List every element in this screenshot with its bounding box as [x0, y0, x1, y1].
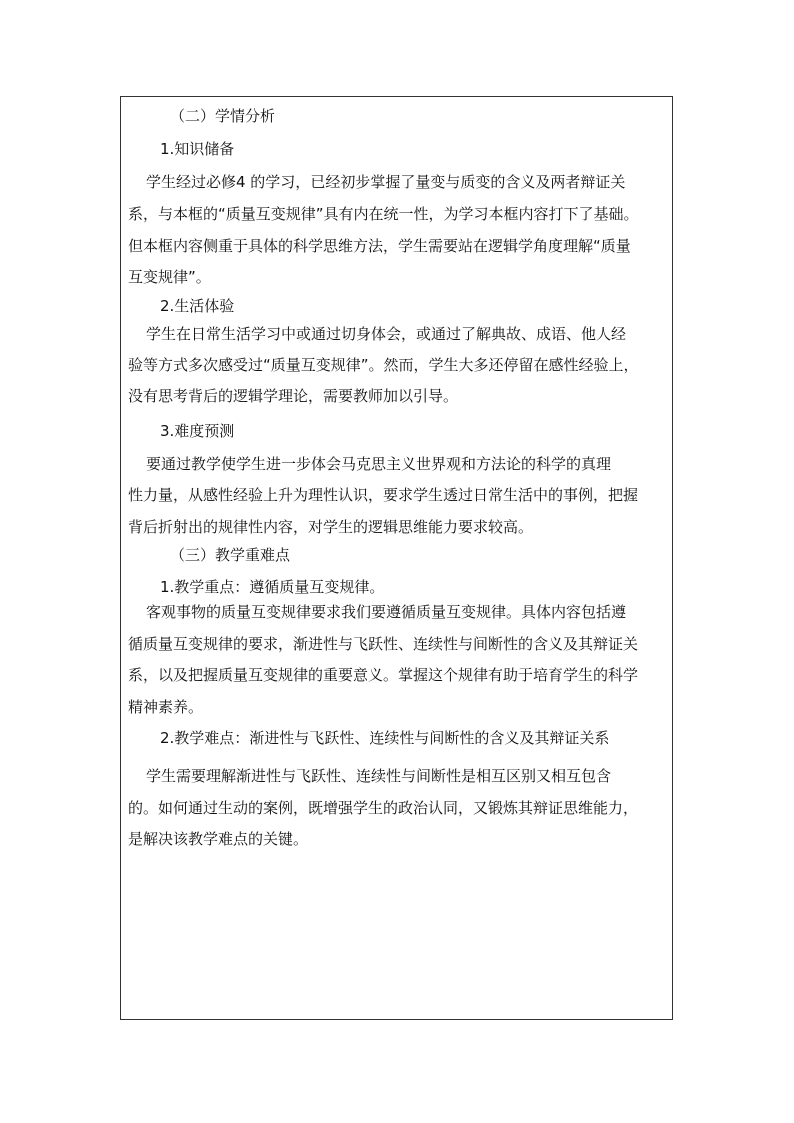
section-heading-learning-analysis: （二）学情分析 [170, 107, 276, 125]
paragraph-line: 系，以及把握质量互变规律的重要意义。掌握这个规律有助于培育学生的科学 [128, 666, 639, 684]
paragraph-line: 要通过教学使学生进一步体会马克思主义世界观和方法论的科学的真理 [146, 455, 612, 473]
subheading-difficulty: 3.难度预测 [160, 422, 235, 440]
paragraph-line: 验等方式多次感受过“质量互变规律”。然而，学生大多还停留在感性经验上， [128, 356, 639, 374]
paragraph-line: 是解决该教学难点的关键。 [128, 830, 309, 848]
section-heading-key-points: （三）教学重难点 [170, 546, 291, 564]
subheading-difficult-point: 2.教学难点：渐进性与飞跃性、连续性与间断性的含义及其辩证关系 [160, 729, 610, 747]
subheading-key-point: 1.教学重点：遵循质量互变规律。 [160, 578, 385, 596]
subheading-knowledge: 1.知识储备 [160, 140, 235, 158]
paragraph-line: 客观事物的质量互变规律要求我们要遵循质量互变规律。具体内容包括遵 [146, 603, 627, 621]
paragraph-line: 系，与本框的“质量互变规律”具有内在统一性，为学习本框内容打下了基础。 [128, 205, 639, 223]
paragraph-line: 精神素养。 [128, 698, 204, 716]
paragraph-line: 没有思考背后的逻辑学理论，需要教师加以引导。 [128, 387, 459, 405]
paragraph-line: 学生需要理解渐进性与飞跃性、连续性与间断性是相互区别又相互包含 [146, 767, 612, 785]
paragraph-line: 背后折射出的规律性内容，对学生的逻辑思维能力要求较高。 [128, 518, 534, 536]
paragraph-line: 学生在日常生活学习中或通过切身体会，或通过了解典故、成语、他人经 [146, 325, 627, 343]
paragraph-line: 学生经过必修4 的学习，已经初步掌握了量变与质变的含义及两者辩证关 [146, 173, 626, 191]
subheading-life-experience: 2.生活体验 [160, 297, 235, 315]
paragraph-line: 的。如何通过生动的案例，既增强学生的政治认同，又锻炼其辩证思维能力， [128, 799, 639, 817]
paragraph-line: 性力量，从感性经验上升为理性认识，要求学生透过日常生活中的事例，把握 [128, 486, 639, 504]
paragraph-line: 循质量互变规律的要求，渐进性与飞跃性、连续性与间断性的含义及其辩证关 [128, 635, 639, 653]
paragraph-line: 但本框内容侧重于具体的科学思维方法，学生需要站在逻辑学角度理解“质量 [128, 237, 631, 255]
paragraph-line: 互变规律”。 [128, 268, 211, 286]
